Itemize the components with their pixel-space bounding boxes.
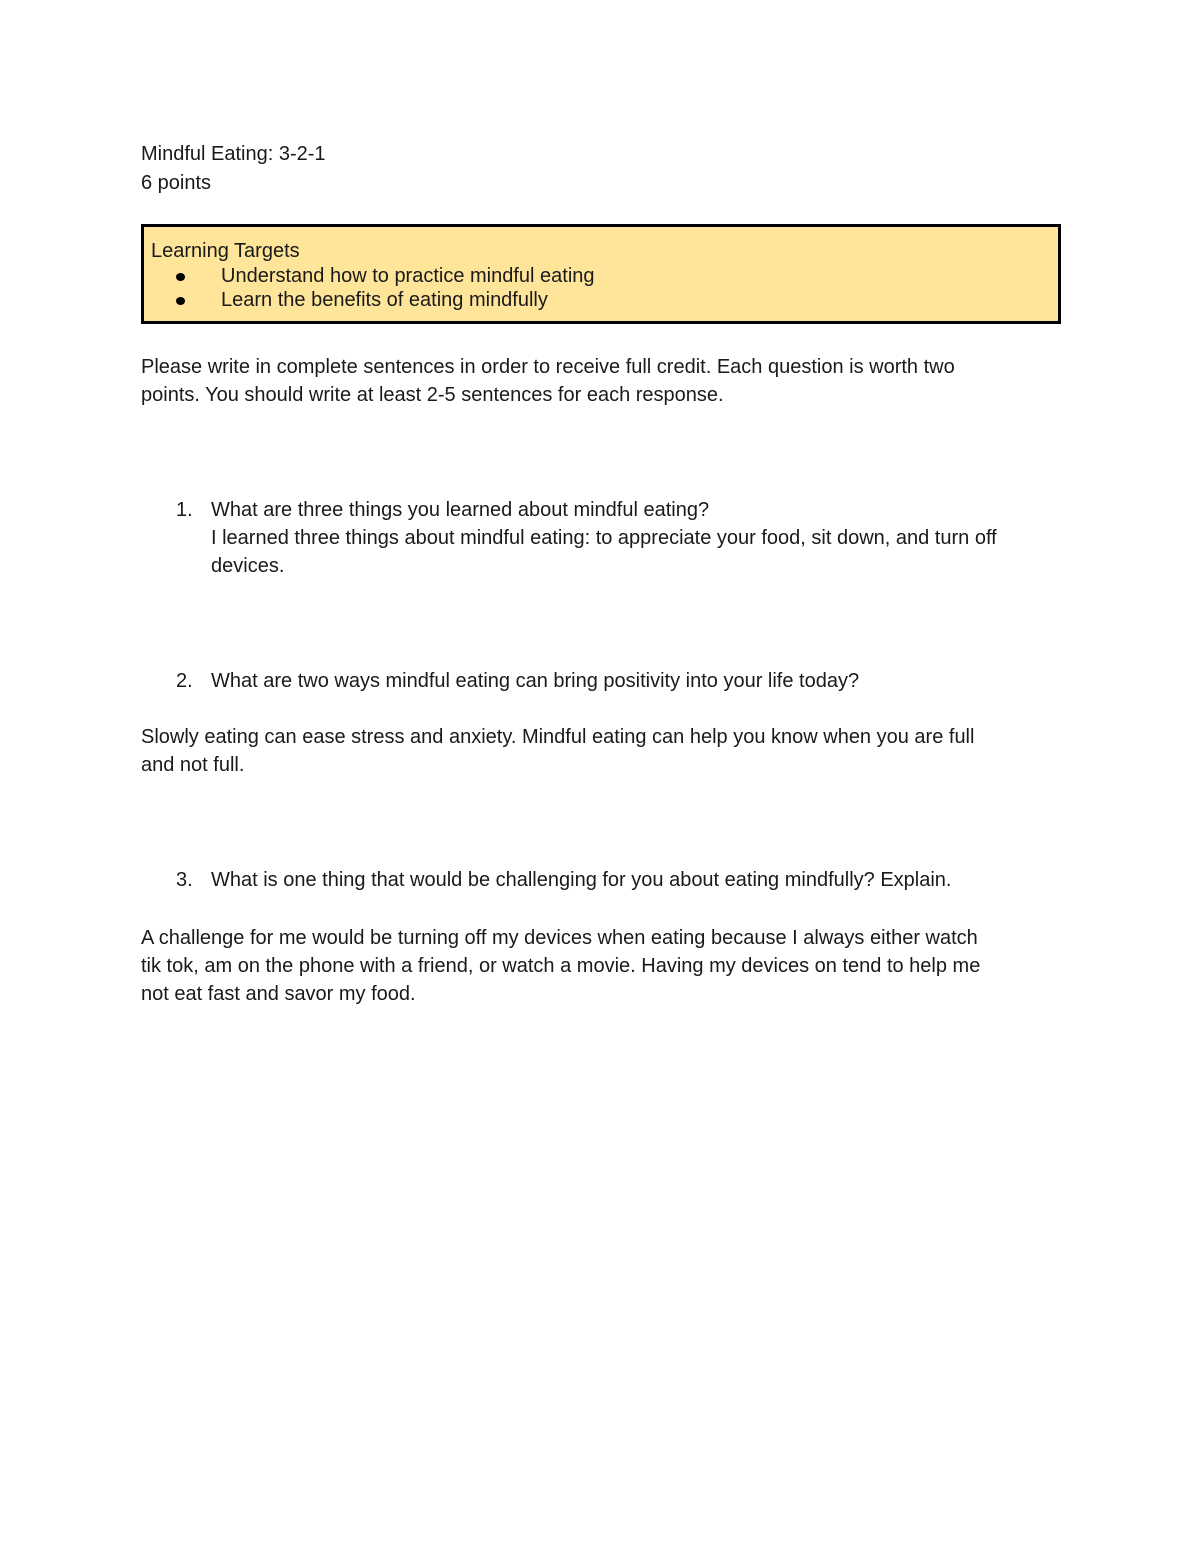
- instructions-line: points. You should write at least 2-5 sentences for each response.: [141, 384, 724, 406]
- answer-line: I learned three things about mindful eating: to appreciate your food, sit down, and turn off: [211, 527, 997, 549]
- page-title: Mindful Eating: 3-2-1: [141, 143, 326, 165]
- points-label: 6 points: [141, 172, 212, 194]
- learning-targets-heading: Learning Targets: [151, 240, 300, 262]
- question-text: What is one thing that would be challenging for you about eating mindfully? Explain.: [211, 869, 952, 891]
- learning-target-item: Learn the benefits of eating mindfully: [221, 289, 548, 311]
- answer-line: A challenge for me would be turning off my devices when eating because I always either watch: [141, 927, 978, 949]
- instructions-line: Please write in complete sentences in order to receive full credit. Each question is worth two: [141, 356, 955, 378]
- answer-line: and not full.: [141, 754, 245, 776]
- question-number: 1.: [176, 499, 193, 521]
- answer-line: devices.: [211, 555, 285, 577]
- answer-line: Slowly eating can ease stress and anxiety. Mindful eating can help you know when you are full: [141, 726, 975, 748]
- learning-target-item: Understand how to practice mindful eating: [221, 265, 595, 287]
- answer-line: tik tok, am on the phone with a friend, or watch a movie. Having my devices on tend to help me: [141, 955, 981, 977]
- question-text: What are two ways mindful eating can bring positivity into your life today?: [211, 670, 860, 692]
- bullet-icon: [176, 297, 185, 305]
- question-number: 2.: [176, 670, 193, 692]
- bullet-icon: [176, 273, 185, 281]
- answer-line: not eat fast and savor my food.: [141, 983, 416, 1005]
- question-text: What are three things you learned about mindful eating?: [211, 499, 710, 521]
- question-number: 3.: [176, 869, 193, 891]
